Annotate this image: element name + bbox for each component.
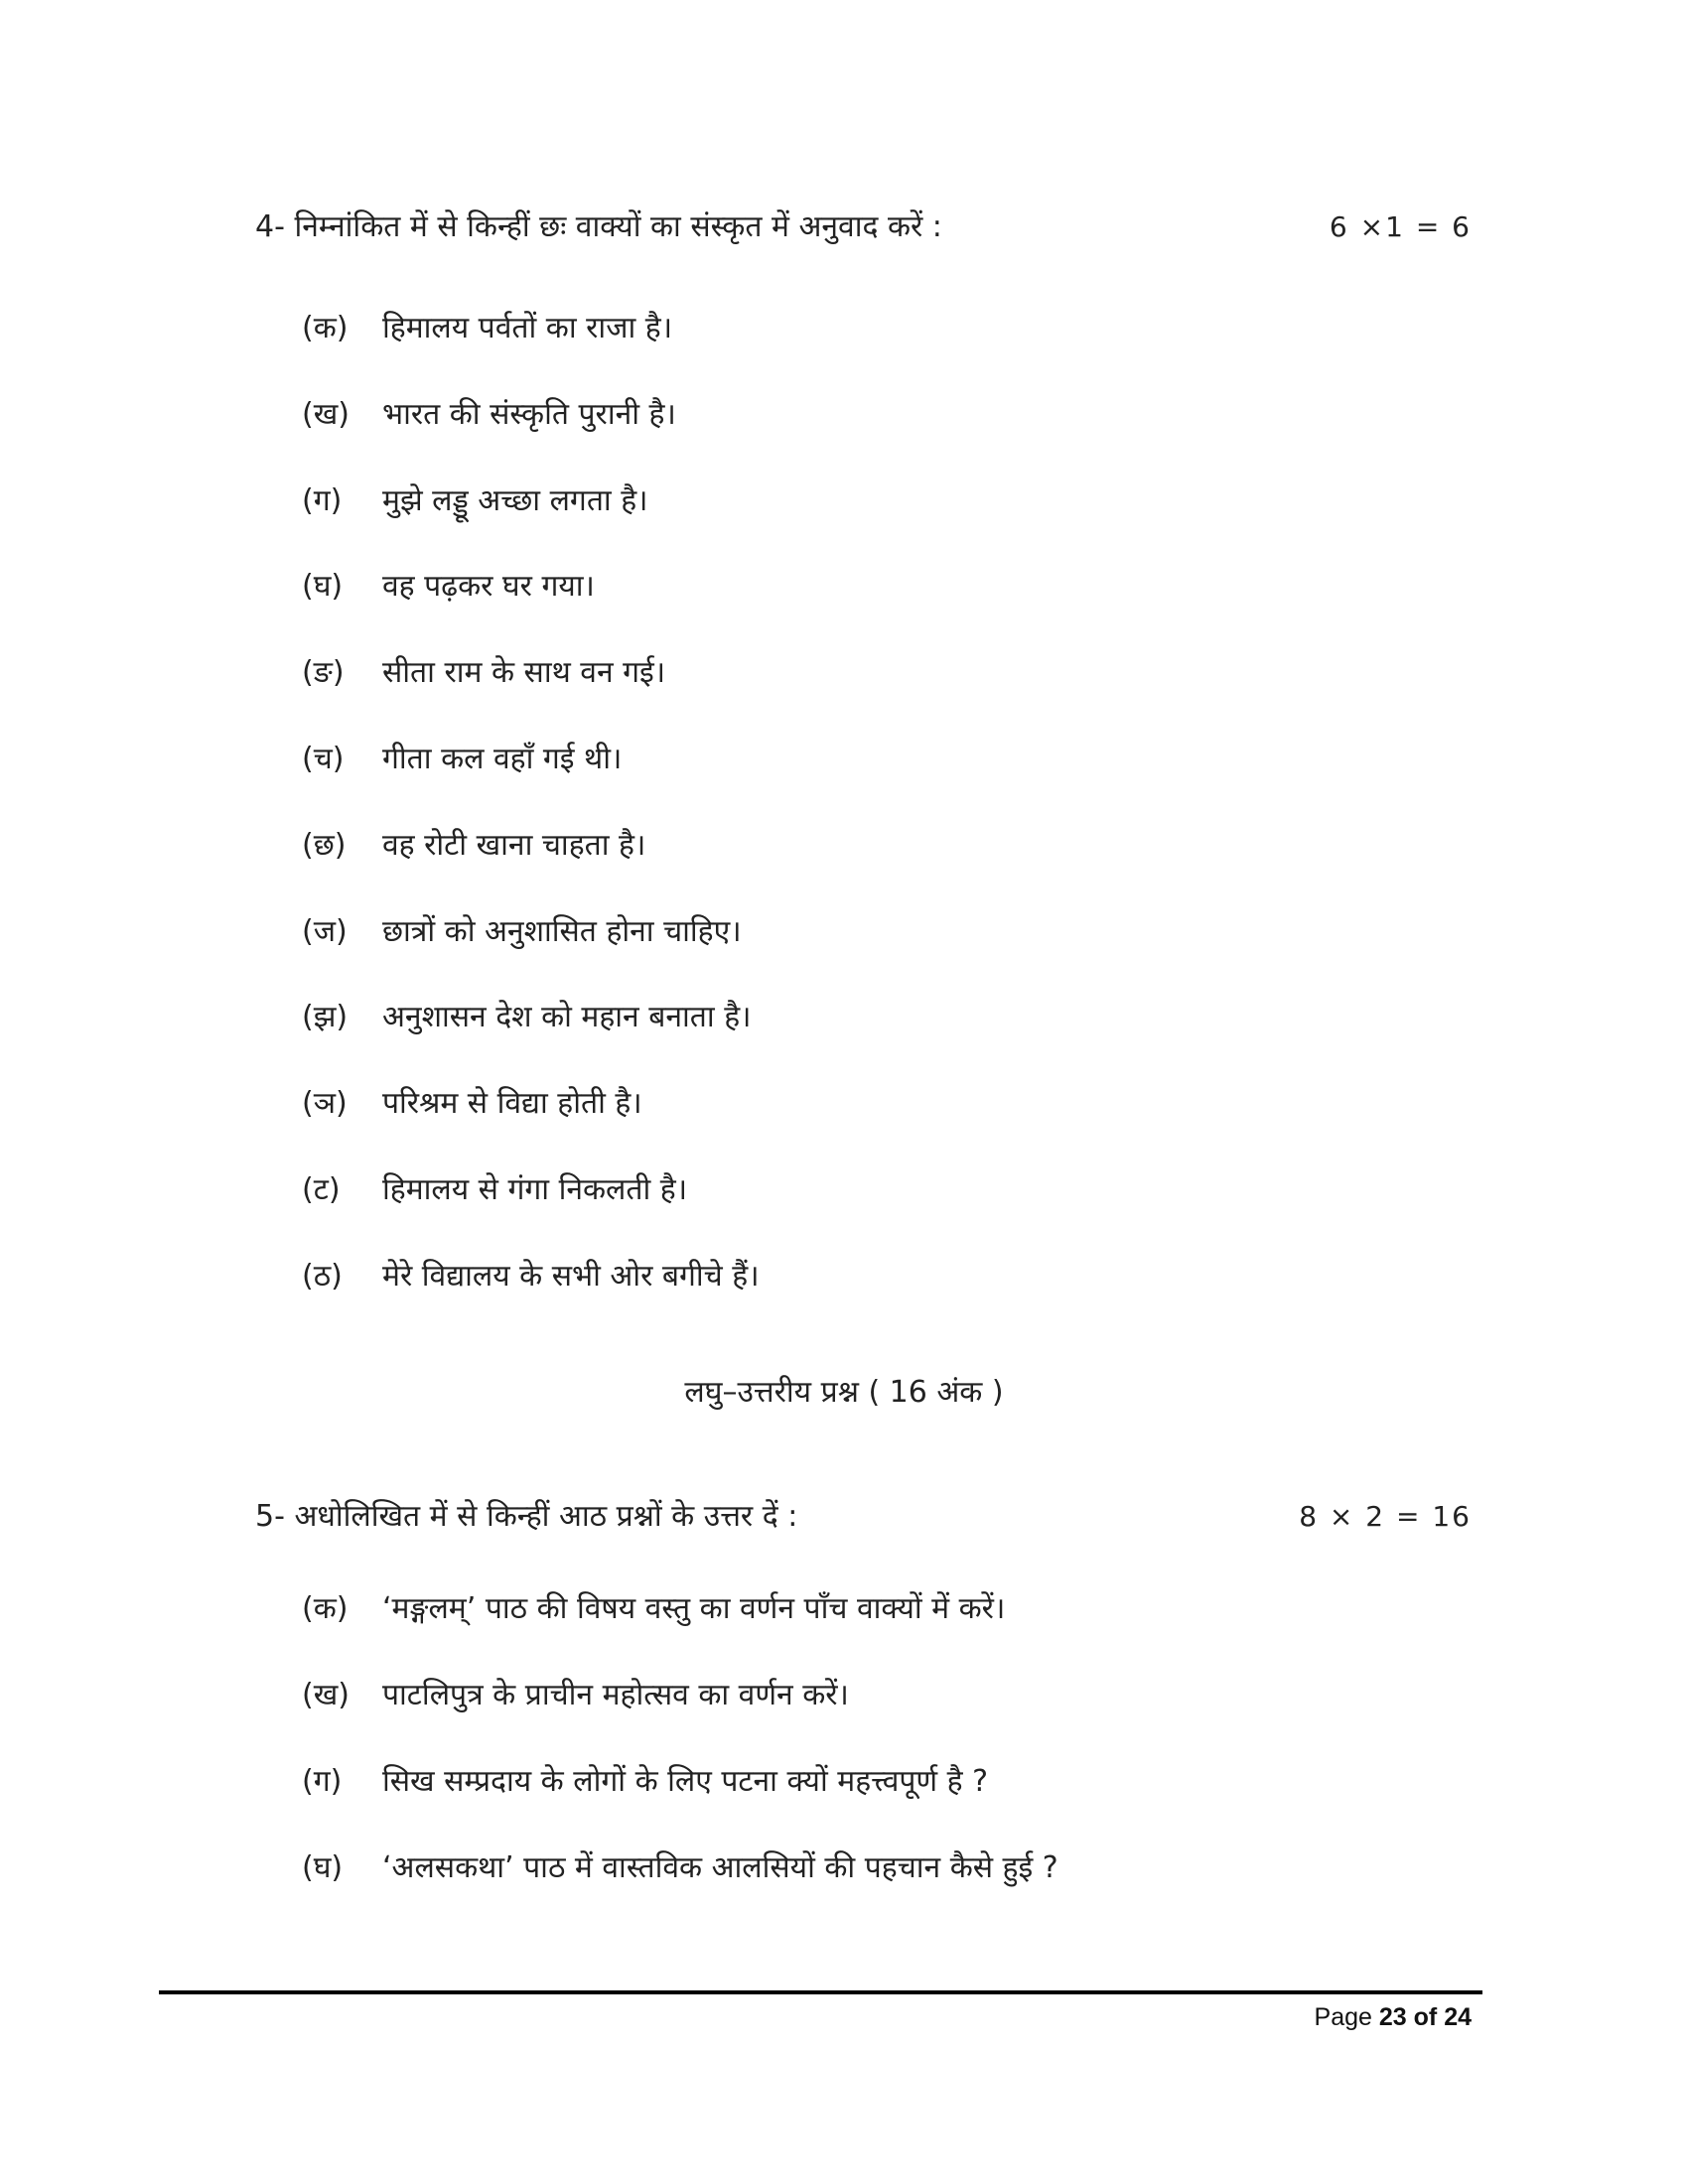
question-text: निम्नांकित में से किन्हीं छः वाक्यों का संस्कृत में अनुवाद करें :: [294, 209, 942, 244]
question-4-prompt: [255, 207, 942, 247]
item-label: (च): [302, 742, 345, 776]
question-5-marks: 8 × 2 = 16: [1299, 1500, 1472, 1533]
item-label: (छ): [302, 827, 347, 863]
item-label: (घ): [302, 1850, 344, 1885]
question-number: 5-: [255, 1499, 285, 1534]
item-text: वह पढ़कर घर गया।: [382, 569, 595, 605]
page-of: of: [1413, 2003, 1438, 2031]
item-text: अनुशासन देश को महान बनाता है।: [382, 1000, 752, 1035]
item-text: गीता कल वहाँ गई थी।: [382, 742, 623, 776]
item-label: (ट): [302, 1172, 341, 1207]
item-text: सीता राम के साथ वन गई।: [382, 655, 666, 691]
item-text: छात्रों को अनुशासित होना चाहिए।: [382, 913, 742, 949]
item-label: (झ): [302, 1000, 349, 1035]
item-text: हिमालय से गंगा निकलती है।: [382, 1172, 688, 1207]
total-pages: 24: [1444, 2003, 1472, 2031]
item-text: पाटलिपुत्र के प्राचीन महोत्सव का वर्णन करें।: [382, 1678, 849, 1712]
item-label: (ठ): [302, 1258, 343, 1294]
item-label: (ञ): [302, 1086, 348, 1122]
question-4-marks: 6 ×1 = 6: [1329, 210, 1472, 243]
item-label: (क): [302, 311, 349, 345]
current-page: 23: [1378, 2003, 1407, 2031]
item-text: भारत की संस्कृति पुरानी है।: [382, 396, 676, 432]
section-heading: लघु–उत्तरीय प्रश्न ( 16 अंक ): [684, 1375, 1004, 1410]
item-text: परिश्रम से विद्या होती है।: [382, 1086, 642, 1122]
item-text: मेरे विद्यालय के सभी ओर बगीचे हैं।: [382, 1258, 760, 1294]
item-label: (ज): [302, 913, 348, 949]
item-label: (ङ): [302, 655, 345, 691]
item-label: (ग): [302, 482, 343, 518]
item-text: सिख सम्प्रदाय के लोगों के लिए पटना क्यों महत्त्वपूर्ण है ?: [382, 1764, 989, 1799]
question-text: अधोलिखित में से किन्हीं आठ प्रश्नों के उत्तर दें :: [294, 1499, 798, 1534]
item-label: (ग): [302, 1764, 343, 1799]
item-text: ‘मङ्गलम्’ पाठ की विषय वस्तु का वर्णन पाँच वाक्यों में करें।: [382, 1591, 1006, 1626]
question-number: 4-: [255, 209, 285, 244]
item-label: (घ): [302, 569, 344, 605]
item-text: मुझे लड्डू अच्छा लगता है।: [382, 482, 648, 518]
item-text: ‘अलसकथा’ पाठ में वास्तविक आलसियों की पहचान कैसे हुई ?: [382, 1850, 1058, 1885]
item-label: (ख): [302, 396, 350, 432]
item-label: (क): [302, 1591, 349, 1626]
question-5-prompt: [255, 1497, 797, 1537]
item-text: वह रोटी खाना चाहता है।: [382, 827, 646, 863]
item-text: हिमालय पर्वतों का राजा है।: [382, 311, 673, 345]
footer-divider: [159, 1990, 1482, 1994]
page-number: [1315, 2003, 1472, 2032]
page-prefix: Page: [1314, 2003, 1372, 2031]
item-label: (ख): [302, 1678, 350, 1712]
